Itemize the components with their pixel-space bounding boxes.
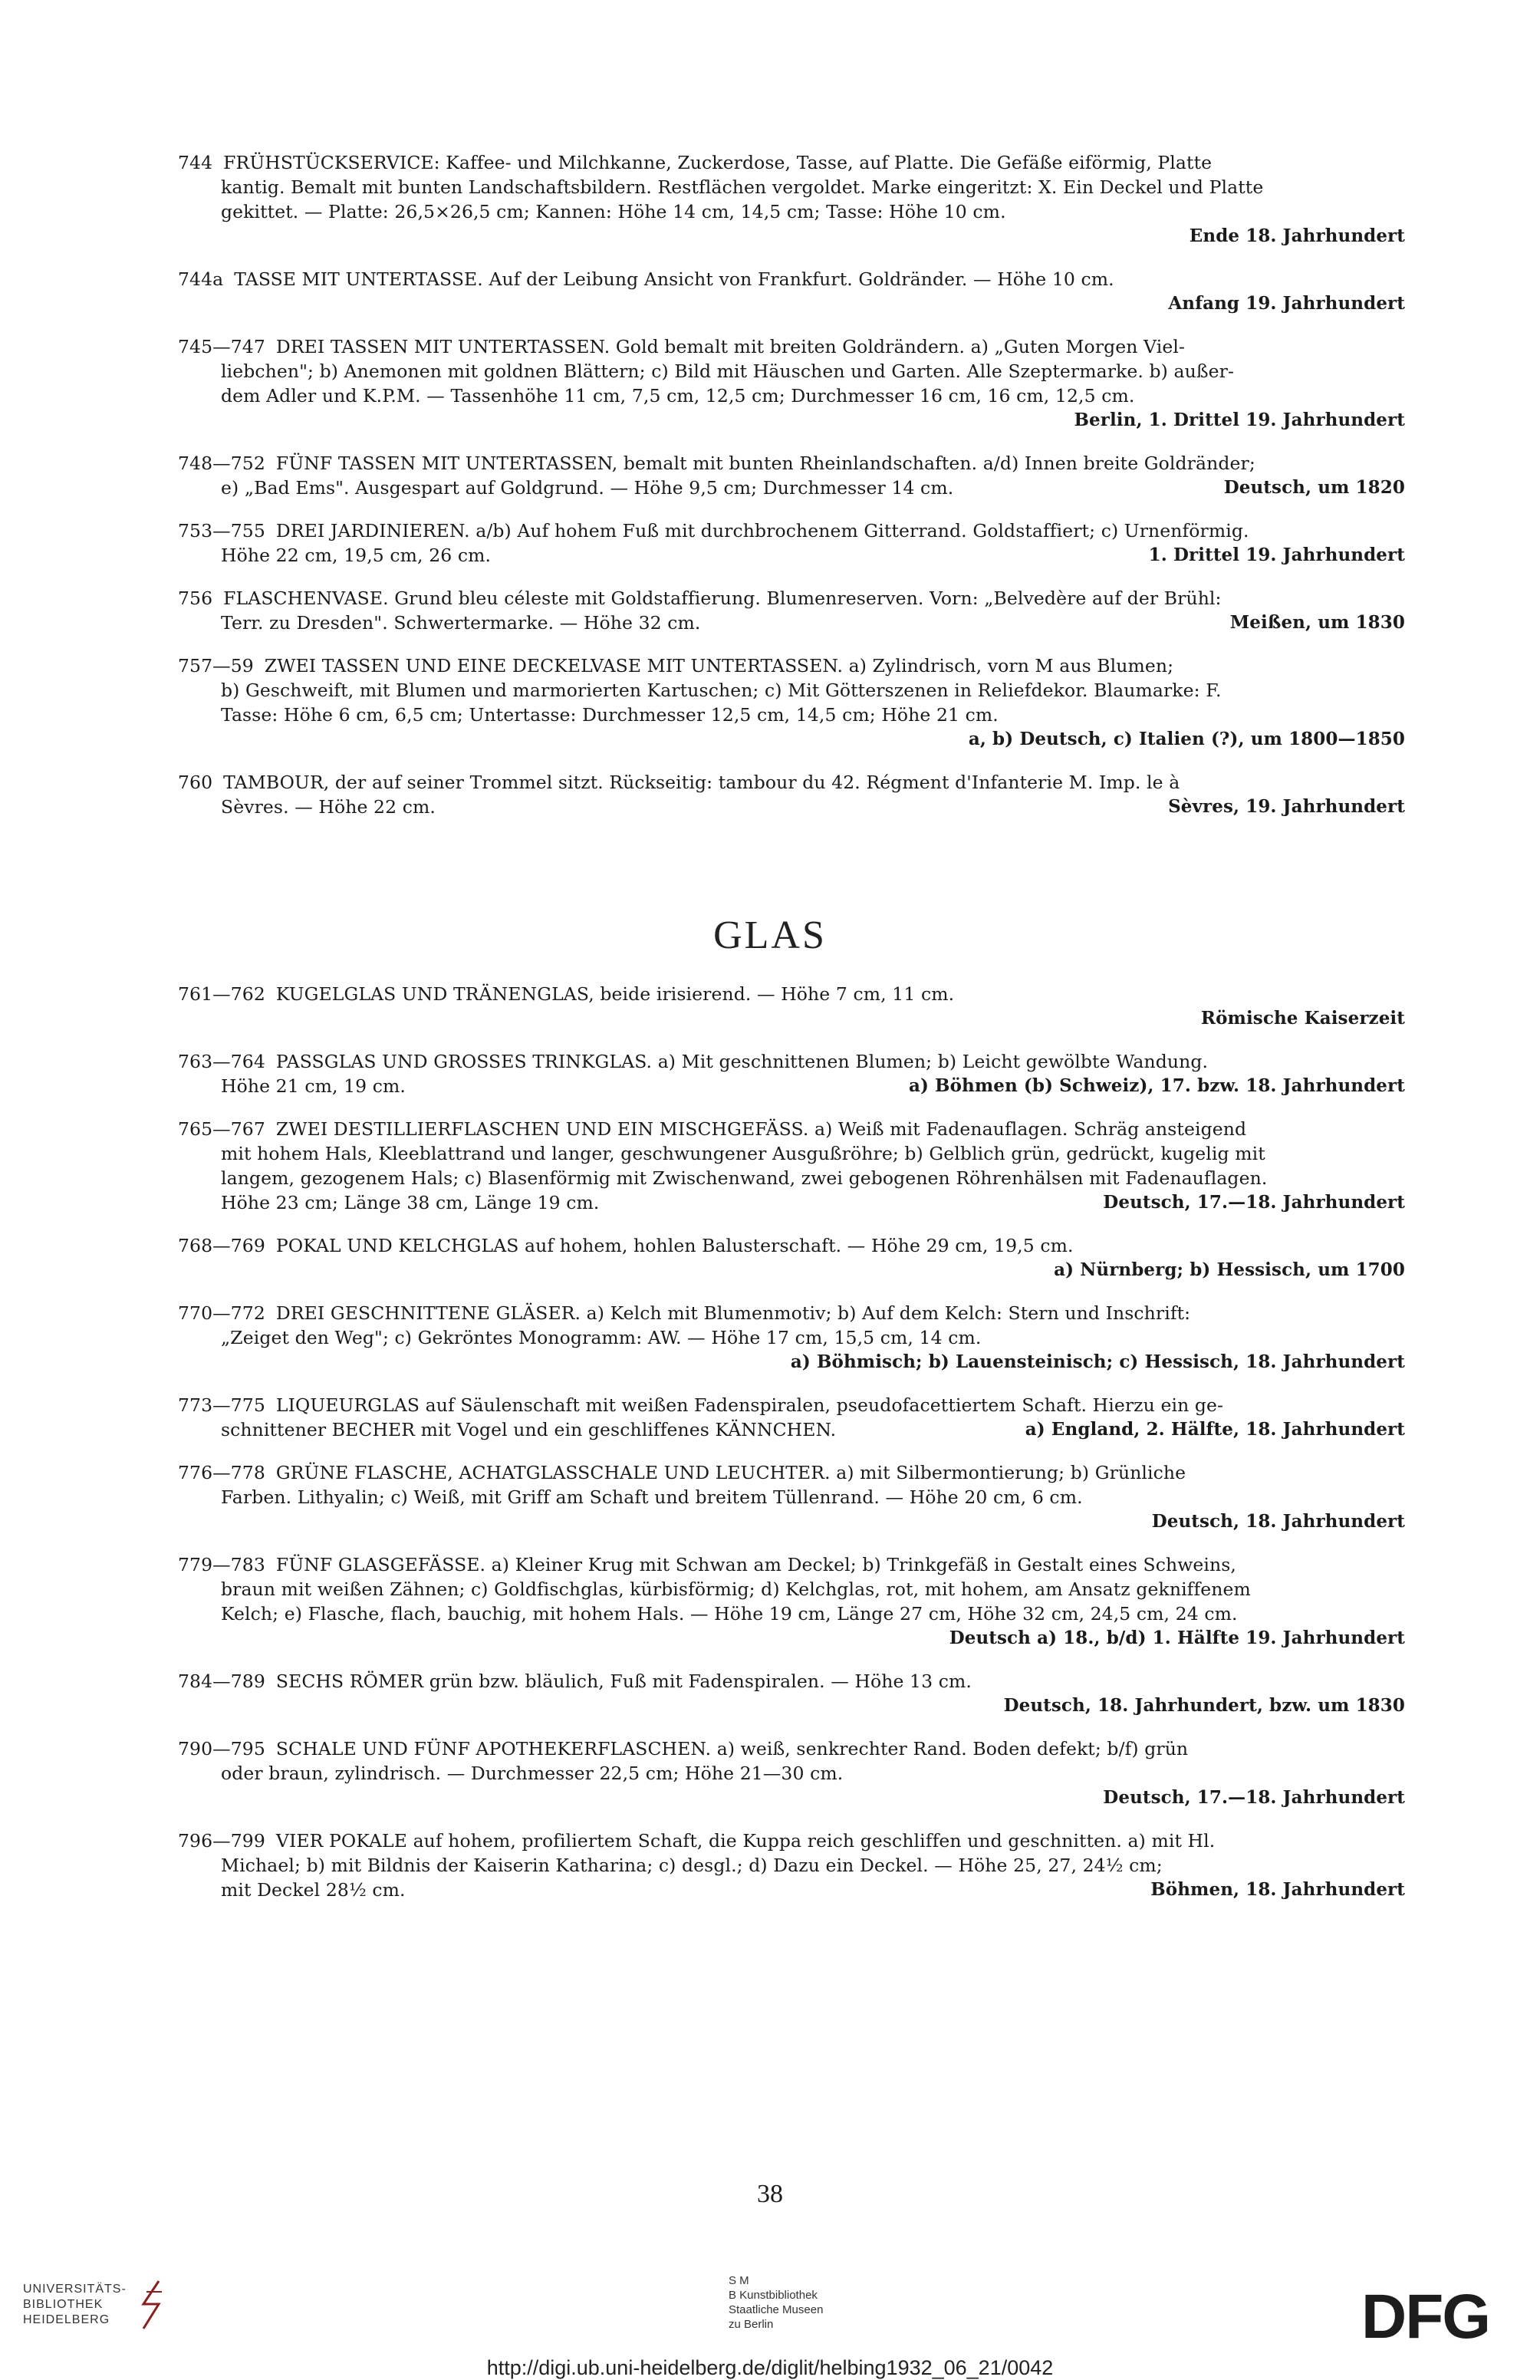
entry-line: Höhe 21 cm, 19 cm. [221,1075,406,1097]
entry-line [178,267,1405,291]
lot-number: 761—762 [178,983,265,1005]
entry-dating: 1. Drittel 19. Jahrhundert [1148,545,1405,565]
catalog-entry [178,653,1405,752]
lot-number: 773—775 [178,1394,265,1416]
catalog-entry [178,1117,1405,1215]
entry-dating: Berlin, 1. Drittel 19. Jahrhundert [1074,410,1405,430]
entry-line [178,1301,1405,1325]
catalog-entry [178,451,1405,500]
entry-text: SCHALE UND FÜNF APOTHEKERFLASCHEN. a) weiß, senkrechter Rand. Boden defekt; b/f) grün [275,1738,1189,1759]
entry-last-row [178,1074,1405,1098]
entry-dating: Römische Kaiserzeit [1200,1008,1405,1029]
entry-text: DREI JARDINIEREN. a/b) Auf hohem Fuß mit durchbrochenem Gitterrand. Goldstaffiert; c) Urnenförmig. [275,520,1249,542]
entry-text: FÜNF TASSEN MIT UNTERTASSEN, bemalt mit bunten Rheinlandschaften. a/d) Innen breite Goldränder; [275,453,1255,474]
entry-line [178,770,1405,795]
entry-line: mit hohem Hals, Kleeblattrand und langer, geschwungener Ausgußröhre; b) Gelblich grün, gedrückt, kugelig mit [221,1143,1265,1164]
entry-line: liebchen"; b) Anemonen mit goldnen Blättern; c) Bild mit Häuschen und Garten. Alle Szeptermarke. b) außer- [221,360,1235,382]
catalog-entry [178,1301,1405,1374]
entry-line [178,1669,1405,1694]
entry-dating: Anfang 19. Jahrhundert [1168,293,1405,314]
lot-number: 790—795 [178,1738,265,1759]
entry-line: Sèvres. — Höhe 22 cm. [221,796,436,818]
lot-number: 756 [178,588,213,609]
catalog-entry [178,1233,1405,1282]
entry-dating: Meißen, um 1830 [1229,612,1405,633]
lot-number: 744a [178,268,224,290]
university-library-name [23,2282,127,2328]
entry-last-row [178,1878,1405,1902]
entry-line: langem, gezogenem Hals; c) Blasenförmig mit Zwischenwand, zwei gebogenen Röhrenhälsen mit Fadenauflagen. [221,1167,1268,1189]
entry-line [178,1393,1405,1417]
entry-line [178,586,1405,611]
sm-line: S M [729,2274,749,2287]
entry-text: VIER POKALE auf hohem, profiliertem Schaft, die Kuppa reich geschliffen und geschnitten. a) mit Hl. [275,1830,1216,1852]
catalog-entry [178,586,1405,635]
lot-number: 745—747 [178,336,265,357]
entry-line: Michael; b) mit Bildnis der Kaiserin Katharina; c) desgl.; d) Dazu ein Deckel. — Höhe 25, 27, 24½ cm; [221,1855,1163,1876]
entry-line [178,1736,1405,1761]
entry-line: braun mit weißen Zähnen; c) Goldfischglas, kürbisförmig; d) Kelchglas, rot, mit hohem, am Ansatz gekniffenem [221,1578,1251,1600]
entry-line: Farben. Lithyalin; c) Weiß, mit Griff am Schaft und breitem Tüllenrand. — Höhe 20 cm, 6 cm. [221,1486,1083,1508]
entry-text: GRÜNE FLASCHE, ACHATGLASSCHALE UND LEUCHTER. a) mit Silbermontierung; b) Grünliche [275,1462,1186,1483]
entry-line [178,518,1405,543]
lot-number: 768—769 [178,1235,265,1256]
entry-line: Tasse: Höhe 6 cm, 6,5 cm; Untertasse: Durchmesser 12,5 cm, 14,5 cm; Höhe 21 cm. [221,704,999,726]
dfg-logo[interactable]: DFG [1361,2282,1490,2352]
lot-number: 784—789 [178,1671,265,1692]
uni-line: UNIVERSITÄTS- [23,2283,127,2296]
entry-line [178,150,1405,175]
entry-line: Höhe 22 cm, 19,5 cm, 26 cm. [221,545,492,566]
catalog-entry [178,770,1405,819]
entry-line: gekittet. — Platte: 26,5×26,5 cm; Kannen: Höhe 14 cm, 14,5 cm; Tasse: Höhe 10 cm. [221,201,1006,222]
entry-line: dem Adler und K.P.M. — Tassenhöhe 11 cm, 7,5 cm, 12,5 cm; Durchmesser 16 cm, 16 cm, 12,5 cm. [221,385,1135,407]
entry-last-row [178,795,1405,819]
catalog-entry [178,1736,1405,1810]
catalog-entry [178,1460,1405,1534]
entry-dating: Deutsch a) 18., b/d) 1. Hälfte 19. Jahrhundert [949,1628,1405,1648]
lot-number: 796—799 [178,1830,265,1852]
entry-dating: a) Nürnberg; b) Hessisch, um 1700 [1054,1259,1405,1280]
entry-dating: Deutsch, 17.—18. Jahrhundert [1103,1787,1405,1808]
entry-text: ZWEI TASSEN UND EINE DECKELVASE MIT UNTERTASSEN. a) Zylindrisch, vorn M aus Blumen; [264,655,1174,676]
entry-line [178,1233,1405,1258]
sm-line: B Kunstbibliothek [729,2289,818,2302]
entry-dating: Deutsch, 17.—18. Jahrhundert [1103,1192,1405,1213]
entry-line [178,1049,1405,1074]
lot-number: 757—59 [178,655,254,676]
entry-line [178,1117,1405,1141]
uni-line: HEIDELBERG [23,2313,110,2326]
catalog-entry [178,518,1405,568]
lot-number: 770—772 [178,1302,265,1324]
catalog-entry [178,1393,1405,1442]
entry-line: Terr. zu Dresden". Schwertermarke. — Höhe 32 cm. [221,612,701,634]
section-title: GLAS [713,913,827,957]
entry-text: FRÜHSTÜCKSERVICE: Kaffee- und Milchkanne, Zuckerdose, Tasse, auf Platte. Die Gefäße eiförmig, Platte [223,152,1213,173]
entry-line: „Zeiget den Weg"; c) Gekröntes Monogramm: AW. — Höhe 17 cm, 15,5 cm, 14 cm. [221,1327,982,1348]
entry-line [178,1552,1405,1577]
entry-dating: a) Böhmisch; b) Lauensteinisch; c) Hessisch, 18. Jahrhundert [790,1351,1405,1372]
lot-number: 744 [178,152,213,173]
entry-dating: Deutsch, um 1820 [1223,477,1405,498]
lot-number: 776—778 [178,1462,265,1483]
university-library-logo[interactable] [23,2278,166,2332]
entry-text: POKAL UND KELCHGLAS auf hohem, hohlen Balusterschaft. — Höhe 29 cm, 19,5 cm. [275,1235,1074,1256]
entry-dating: a) England, 2. Hälfte, 18. Jahrhundert [1025,1419,1405,1440]
lot-number: 748—752 [178,453,265,474]
entry-text: TASSE MIT UNTERTASSE. Auf der Leibung Ansicht von Frankfurt. Goldränder. — Höhe 10 cm. [234,268,1114,290]
entry-text: DREI GESCHNITTENE GLÄSER. a) Kelch mit Blumenmotiv; b) Auf dem Kelch: Stern und Inschrift: [275,1302,1191,1324]
entry-dating: Böhmen, 18. Jahrhundert [1150,1879,1405,1900]
lot-number: 760 [178,772,213,793]
entries-porcelain [178,150,1405,838]
entry-line: oder braun, zylindrisch. — Durchmesser 22,5 cm; Höhe 21—30 cm. [221,1763,844,1784]
entry-text: ZWEI DESTILLIERFLASCHEN UND EIN MISCHGEFÄSS. a) Weiß mit Fadenauflagen. Schräg ansteigend [275,1118,1247,1140]
entry-line: schnittener BECHER mit Vogel und ein geschliffenes KÄNNCHEN. [221,1419,837,1440]
entry-dating: Deutsch, 18. Jahrhundert [1151,1511,1405,1532]
entry-line: Kelch; e) Flasche, flach, bauchig, mit hohem Hals. — Höhe 19 cm, Länge 27 cm, Höhe 32 cm, 24,5 cm, 24 cm. [221,1603,1238,1625]
entry-line: e) „Bad Ems". Ausgespart auf Goldgrund. — Höhe 9,5 cm; Durchmesser 14 cm. [221,477,954,499]
uni-line: BIBLIOTHEK [23,2298,104,2311]
catalog-entry [178,1669,1405,1718]
entry-dating: a, b) Deutsch, c) Italien (?), um 1800—1850 [968,729,1405,749]
entry-text: TAMBOUR, der auf seiner Trommel sitzt. Rückseitig: tambour du 42. Régment d'Infanterie M. Imp. le à [223,772,1180,793]
entry-line [178,982,1405,1006]
entry-text: DREI TASSEN MIT UNTERTASSEN. Gold bemalt mit breiten Goldrändern. a) „Guten Morgen Viel- [275,336,1185,357]
source-url-link[interactable]: http://digi.ub.uni-heidelberg.de/diglit/helbing1932_06_21/0042 [486,2356,1054,2379]
smb-kunstbibliothek-logo[interactable] [729,2273,823,2332]
entry-line: b) Geschweift, mit Blumen und marmorierten Kartuschen; c) Mit Götterszenen in Reliefdekor. Blaumarke: F. [221,680,1222,701]
entry-line [178,451,1405,476]
sm-line: zu Berlin [729,2318,774,2331]
entry-line: mit Deckel 28½ cm. [221,1879,406,1901]
entry-last-row [178,543,1405,568]
entries-glass [178,982,1405,1921]
entry-text: KUGELGLAS UND TRÄNENGLAS, beide irisierend. — Höhe 7 cm, 11 cm. [275,983,955,1005]
entry-line [178,1829,1405,1853]
entry-dating: Sèvres, 19. Jahrhundert [1168,796,1405,817]
entry-line: Höhe 23 cm; Länge 38 cm, Länge 19 cm. [221,1192,600,1213]
lot-number: 763—764 [178,1051,265,1072]
entry-last-row [178,476,1405,500]
entry-last-row [178,1190,1405,1215]
entry-text: SECHS RÖMER grün bzw. bläulich, Fuß mit Fadenspiralen. — Höhe 13 cm. [275,1671,972,1692]
catalog-entry [178,267,1405,316]
entry-line [178,1460,1405,1485]
footer [0,2270,1540,2379]
entry-dating: Deutsch, 18. Jahrhundert, bzw. um 1830 [1003,1695,1405,1716]
entry-dating: Ende 18. Jahrhundert [1189,225,1405,246]
entry-line [178,334,1405,359]
entry-text: LIQUEURGLAS auf Säulenschaft mit weißen Fadenspiralen, pseudofacettiertem Schaft. Hierzu ein ge- [275,1394,1224,1416]
entry-last-row [178,611,1405,635]
entry-text: PASSGLAS UND GROSSES TRINKGLAS. a) Mit geschnittenen Blumen; b) Leicht gewölbte Wandung. [275,1051,1209,1072]
entry-line: kantig. Bemalt mit bunten Landschaftsbildern. Restflächen vergoldet. Marke eingeritzt: X. Ein Deckel und Platte [221,176,1264,198]
catalog-entry [178,1829,1405,1902]
catalog-entry [178,982,1405,1031]
catalog-entry [178,334,1405,433]
entry-text: FÜNF GLASGEFÄSSE. a) Kleiner Krug mit Schwan am Deckel; b) Trinkgefäß in Gestalt eines Schweins, [275,1554,1236,1575]
catalog-entry [178,150,1405,249]
lot-number: 765—767 [178,1118,265,1140]
lot-number: 753—755 [178,520,265,542]
sm-line: Staatliche Museen [729,2303,824,2316]
entry-dating: a) Böhmen (b) Schweiz), 17. bzw. 18. Jahrhundert [908,1075,1405,1096]
catalog-entry [178,1049,1405,1098]
page-number: 38 [757,2180,783,2208]
university-emblem-icon [136,2278,166,2332]
lot-number: 779—783 [178,1554,265,1575]
entry-text: FLASCHENVASE. Grund bleu céleste mit Goldstaffierung. Blumenreserven. Vorn: „Belvedère auf der Brühl: [223,588,1222,609]
entry-line [178,653,1405,678]
catalog-entry [178,1552,1405,1651]
entry-last-row [178,1417,1405,1442]
